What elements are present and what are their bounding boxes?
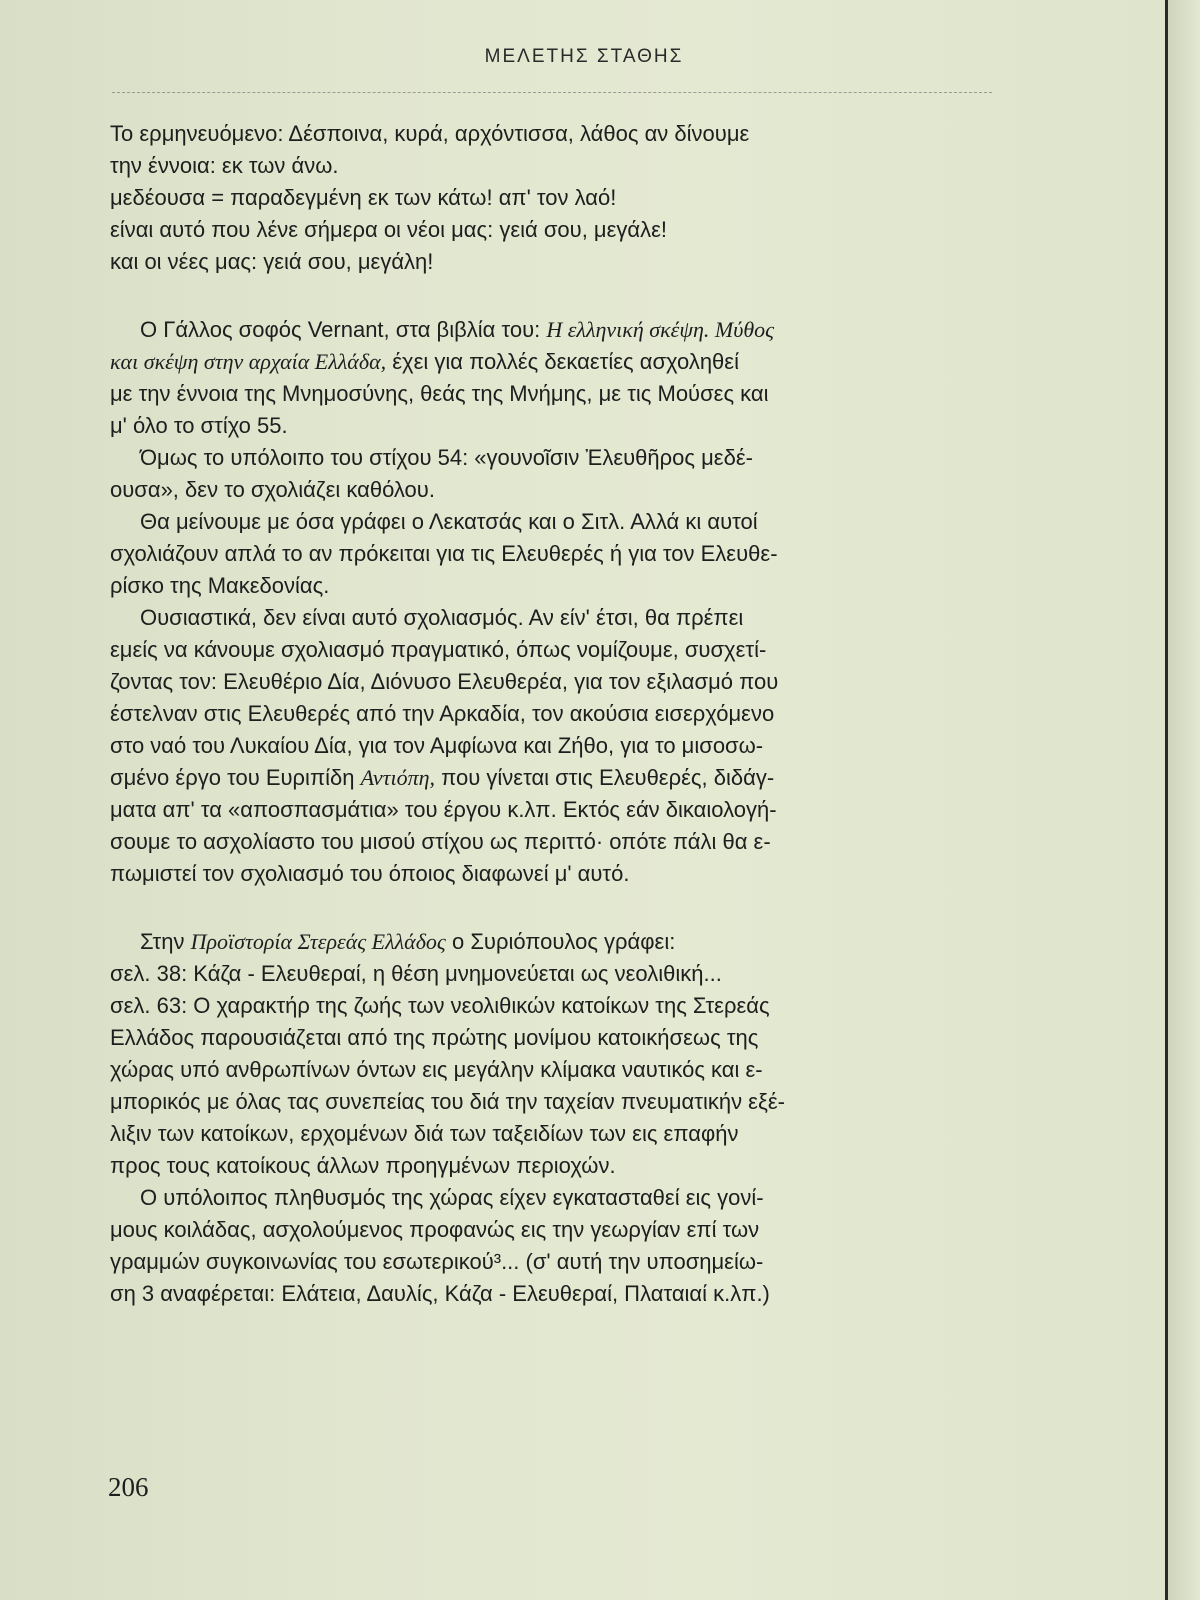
text-line: την έννοια: εκ των άνω.: [110, 153, 339, 178]
text-line: γραμμών συγκοινωνίας του εσωτερικού³... (σ' αυτή την υποσημείω-: [110, 1249, 764, 1274]
text-line: σουμε το ασχολίαστο του μισού στίχου ως περιττό· οπότε πάλι θα ε-: [110, 829, 771, 854]
text-line: ση 3 αναφέρεται: Ελάτεια, Δαυλίς, Κάζα - Ελευθεραί, Πλαταιαί κ.λπ.): [110, 1281, 770, 1306]
text-line: με την έννοια της Μνημοσύνης, θεάς της Μνήμης, με τις Μούσες και: [110, 381, 769, 406]
text-line: ουσα», δεν το σχολιάζει καθόλου.: [110, 477, 435, 502]
text-line: προς τους κατοίκους άλλων προηγμένων περιοχών.: [110, 1153, 616, 1178]
text-span: σμένο έργο του Ευριπίδη: [110, 765, 361, 790]
text-line: Το ερμηνευόμενο: Δέσποινα, κυρά, αρχόντισσα, λάθος αν δίνουμε: [110, 121, 750, 146]
text-line: λιξιν των κατοίκων, ερχομένων διά των ταξειδίων των εις επαφήν: [110, 1121, 739, 1146]
text-line: σχολιάζουν απλά το αν πρόκειται για τις Ελευθερές ή για τον Ελευθε-: [110, 541, 778, 566]
header-rule: [112, 92, 992, 94]
page-body: [110, 118, 1006, 1310]
text-line: ρίσκο της Μακεδονίας.: [110, 573, 330, 598]
text-line: είναι αυτό που λένε σήμερα οι νέοι μας: γειά σου, μεγάλε!: [110, 217, 668, 242]
adjacent-page-edge: [1165, 0, 1200, 1600]
text-line: μους κοιλάδας, ασχολούμενος προφανώς εις την γεωργίαν επί των: [110, 1217, 760, 1242]
paragraph-gap: [110, 890, 1006, 926]
text-line: [110, 346, 1006, 378]
text-line: Ουσιαστικά, δεν είναι αυτό σχολιασμός. Αν είν' έτσι, θα πρέπει: [140, 605, 744, 630]
text-line: και οι νέες μας: γειά σου, μεγάλη!: [110, 249, 434, 274]
text-line: έστελναν στις Ελευθερές από την Αρκαδία, τον ακούσια εισερχόμενο: [110, 701, 775, 726]
text-span: έχει για πολλές δεκαετίες ασχοληθεί: [386, 349, 739, 374]
text-line: σελ. 38: Κάζα - Ελευθεραί, η θέση μνημονεύεται ως νεολιθική...: [110, 961, 722, 986]
paragraph-gap: [110, 278, 1006, 314]
text-line: μ' όλο το στίχο 55.: [110, 413, 288, 438]
text-line: Θα μείνουμε με όσα γράφει ο Λεκατσάς και ο Σιτλ. Αλλά κι αυτοί: [140, 509, 758, 534]
text-line: Όμως το υπόλοιπο του στίχου 54: «γουνοῖσιν Ἐλευθῆρος μεδέ-: [140, 445, 753, 470]
book-title: και σκέψη στην αρχαία Ελλάδα,: [110, 349, 387, 374]
text-line: μεδέουσα = παραδεγμένη εκ των κάτω! απ' τον λαό!: [110, 185, 617, 210]
text-line: πωμιστεί τον σχολιασμό του όποιος διαφωνεί μ' αυτό.: [110, 861, 630, 886]
text-line: [110, 762, 1006, 794]
work-title: Αντιόπη,: [360, 765, 436, 790]
text-span: Στην: [140, 929, 191, 954]
text-line: [110, 314, 1006, 346]
book-title: Η ελληνική σκέψη. Μύθος: [546, 317, 775, 342]
text-span: Ο Γάλλος σοφός Vernant, στα βιβλία του:: [140, 317, 547, 342]
text-line: εμείς να κάνουμε σχολιασμό πραγματικό, όπως νομίζουμε, συσχετί-: [110, 637, 767, 662]
text-line: σελ. 63: Ο χαρακτήρ της ζωής των νεολιθικών κατοίκων της Στερεάς: [110, 993, 770, 1018]
text-line: μπορικός με όλας τας συνεπείας του διά την ταχείαν πνευματικήν εξέ-: [110, 1089, 785, 1114]
text-span: που γίνεται στις Ελευθερές, διδάγ-: [435, 765, 775, 790]
page-number: 206: [108, 1472, 149, 1502]
running-head: ΜΕΛΕΤΗΣ ΣΤΑΘΗΣ: [484, 46, 684, 67]
text-line: στο ναό του Λυκαίου Δία, για τον Αμφίωνα και Ζήθο, για το μισοσω-: [110, 733, 764, 758]
text-line: ματα απ' τα «αποσπασμάτια» του έργου κ.λπ. Εκτός εάν δικαιολογή-: [110, 797, 777, 822]
text-line: [110, 926, 1006, 958]
book-title: Προϊστορία Στερεάς Ελλάδος: [190, 929, 446, 954]
text-line: χώρας υπό ανθρωπίνων όντων εις μεγάλην κλίμακα ναυτικός και ε-: [110, 1057, 763, 1082]
text-line: Ο υπόλοιπος πληθυσμός της χώρας είχεν εγκατασταθεί εις γονί-: [140, 1185, 764, 1210]
text-line: Ελλάδος παρουσιάζεται από της πρώτης μονίμου κατοικήσεως της: [110, 1025, 759, 1050]
text-line: ζοντας τον: Ελευθέριο Δία, Διόνυσο Ελευθερέα, για τον εξιλασμό που: [110, 669, 779, 694]
text-span: ο Συριόπουλος γράφει:: [445, 929, 676, 954]
